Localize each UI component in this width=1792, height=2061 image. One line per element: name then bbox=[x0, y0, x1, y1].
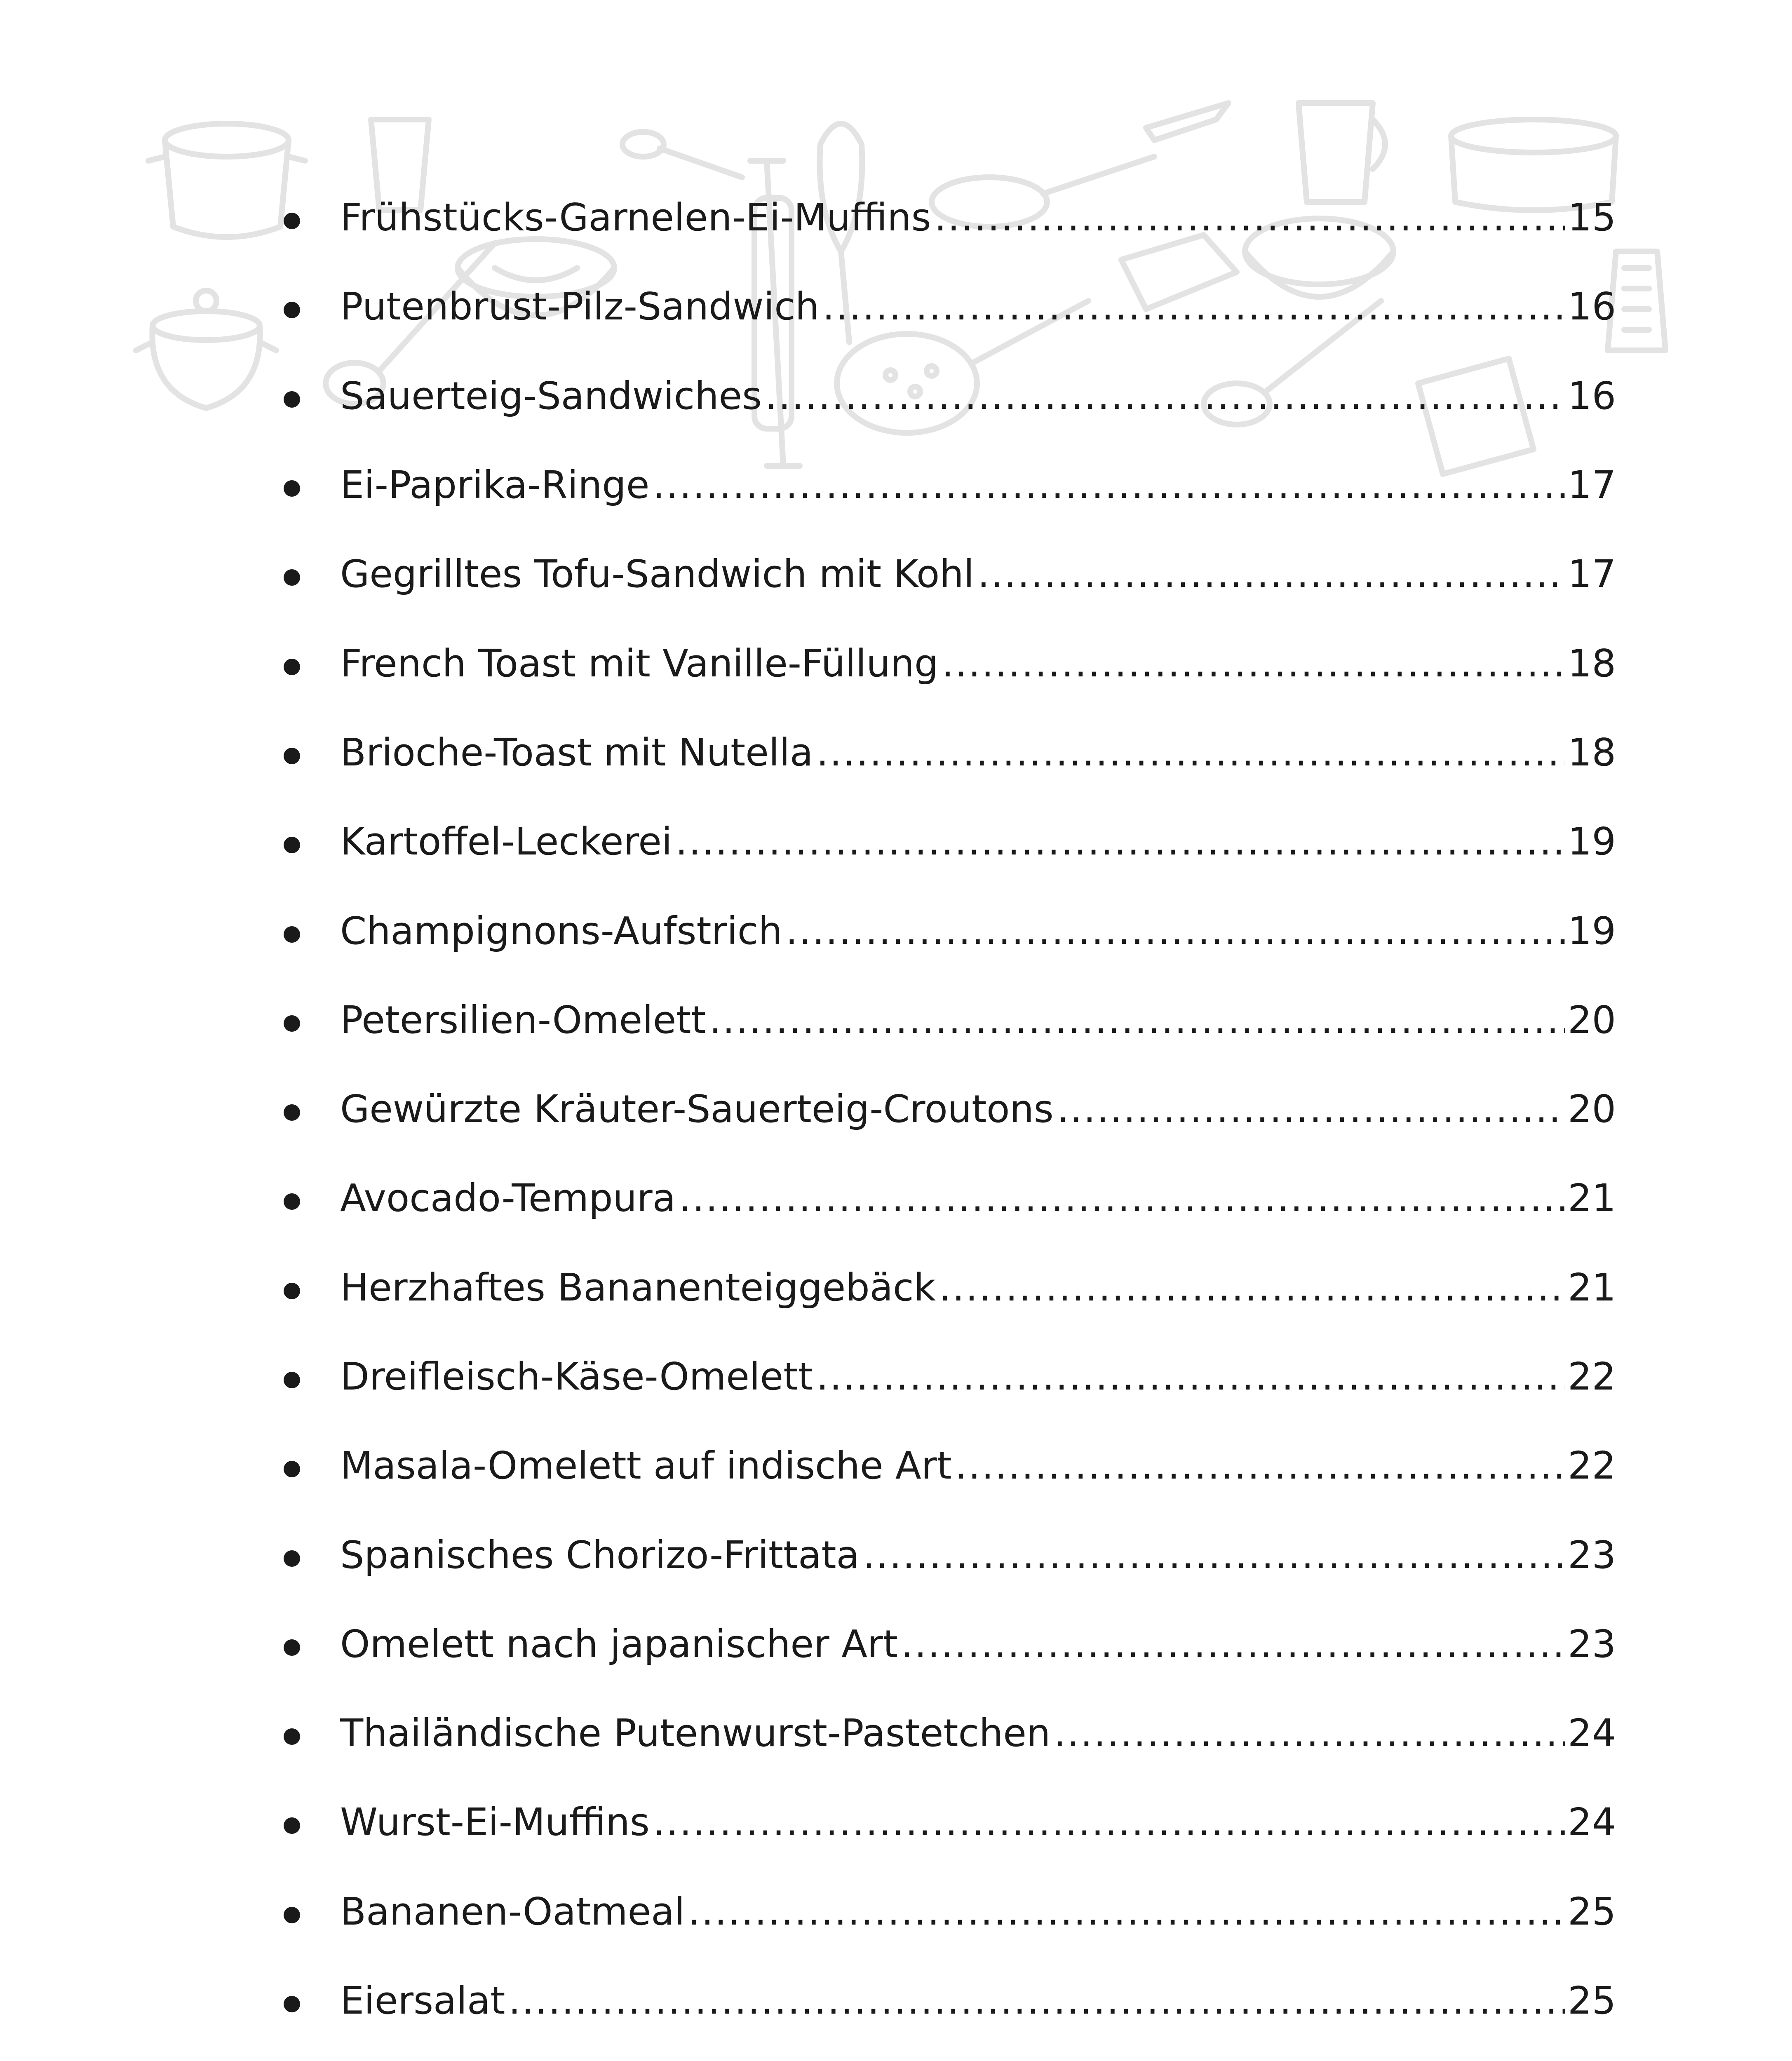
bullet-icon bbox=[284, 1193, 300, 1210]
toc-entry bbox=[264, 619, 1616, 708]
table-of-contents bbox=[264, 173, 1616, 2061]
toc-entry-link[interactable] bbox=[340, 1510, 1616, 1599]
toc-entry-title: Kartoffel-Leckerei bbox=[340, 819, 672, 864]
toc-entry bbox=[264, 1689, 1616, 1778]
bullet-icon bbox=[284, 213, 300, 229]
toc-entry-link[interactable] bbox=[340, 352, 1616, 441]
dot-leader bbox=[939, 1269, 1565, 1307]
toc-entry bbox=[264, 441, 1616, 530]
dot-leader bbox=[977, 555, 1565, 593]
dot-leader bbox=[942, 645, 1565, 683]
toc-entry-link[interactable] bbox=[340, 262, 1616, 351]
dot-leader bbox=[863, 1536, 1565, 1574]
toc-entry bbox=[264, 530, 1616, 619]
bullet-icon bbox=[284, 1639, 300, 1656]
bullet-icon bbox=[284, 1817, 300, 1834]
toc-entry bbox=[264, 2045, 1616, 2061]
toc-entry bbox=[264, 1154, 1616, 1243]
toc-entry bbox=[264, 797, 1616, 886]
toc-entry bbox=[264, 1421, 1616, 1510]
dot-leader bbox=[786, 912, 1565, 950]
bullet-icon bbox=[284, 1283, 300, 1299]
toc-entry-page-number: 25 bbox=[1567, 1979, 1616, 2023]
spoon-icon bbox=[622, 132, 742, 177]
toc-entry-title: Ei-Paprika-Ringe bbox=[340, 463, 650, 507]
dot-leader bbox=[1054, 1714, 1565, 1752]
toc-entry-page-number: 25 bbox=[1567, 1889, 1616, 1934]
toc-entry-title: Champignons-Aufstrich bbox=[340, 908, 782, 953]
toc-entry-page-number: 24 bbox=[1567, 1800, 1616, 1845]
toc-entry-link[interactable] bbox=[340, 1154, 1616, 1243]
toc-entry bbox=[264, 976, 1616, 1065]
dot-leader bbox=[688, 1893, 1565, 1931]
toc-entry-title: Wurst-Ei-Muffins bbox=[340, 1800, 650, 1845]
toc-entry-page-number: 15 bbox=[1567, 195, 1616, 240]
dot-leader bbox=[653, 466, 1565, 504]
toc-entry-link[interactable] bbox=[340, 886, 1616, 975]
toc-entry-link[interactable] bbox=[340, 1243, 1616, 1332]
toc-entry-link[interactable] bbox=[340, 1956, 1616, 2045]
dot-leader bbox=[765, 377, 1565, 415]
toc-entry bbox=[264, 1243, 1616, 1332]
toc-entry-page-number: 18 bbox=[1567, 641, 1616, 685]
dot-leader bbox=[816, 1358, 1565, 1396]
covered-pot-icon bbox=[136, 291, 276, 408]
bullet-icon bbox=[284, 1996, 300, 2012]
toc-entry-page-number: 22 bbox=[1567, 1354, 1616, 1399]
bullet-icon bbox=[284, 1372, 300, 1388]
toc-entry-link[interactable] bbox=[340, 1689, 1616, 1778]
toc-entry-link[interactable] bbox=[340, 797, 1616, 886]
toc-entry bbox=[264, 708, 1616, 797]
toc-entry-link[interactable] bbox=[340, 1065, 1616, 1154]
bullet-icon bbox=[284, 1461, 300, 1477]
toc-entry-page-number: 16 bbox=[1567, 284, 1616, 329]
toc-entry-link[interactable] bbox=[340, 619, 1616, 708]
bullet-icon bbox=[284, 837, 300, 853]
dot-leader bbox=[816, 734, 1565, 772]
bullet-icon bbox=[284, 659, 300, 675]
toc-entry-title: Brioche-Toast mit Nutella bbox=[340, 730, 813, 775]
bullet-icon bbox=[284, 480, 300, 497]
toc-entry-page-number: 19 bbox=[1567, 908, 1616, 953]
toc-entry-title: French Toast mit Vanille-Füllung bbox=[340, 641, 939, 685]
toc-entry bbox=[264, 352, 1616, 441]
toc-entry-title: Putenbrust-Pilz-Sandwich bbox=[340, 284, 820, 329]
toc-entry-link[interactable] bbox=[340, 1600, 1616, 1689]
toc-entry-link[interactable] bbox=[340, 1778, 1616, 1867]
dot-leader bbox=[653, 1803, 1565, 1841]
toc-entry-page-number: 23 bbox=[1567, 1622, 1616, 1666]
toc-entry-page-number: 22 bbox=[1567, 1444, 1616, 1488]
bullet-icon bbox=[284, 1907, 300, 1923]
dot-leader bbox=[822, 288, 1565, 326]
toc-entry bbox=[264, 1867, 1616, 1956]
toc-entry-title: Spanisches Chorizo-Frittata bbox=[340, 1533, 860, 1577]
toc-entry-title: Herzhaftes Bananenteiggebäck bbox=[340, 1265, 936, 1310]
bullet-icon bbox=[284, 391, 300, 408]
toc-entry-title: Bananen-Oatmeal bbox=[340, 1889, 685, 1934]
bullet-icon bbox=[284, 1015, 300, 1032]
toc-entry-page-number: 17 bbox=[1567, 552, 1616, 596]
dot-leader bbox=[935, 199, 1565, 237]
toc-entry-page-number: 18 bbox=[1567, 730, 1616, 775]
toc-entry-title: Avocado-Tempura bbox=[340, 1176, 676, 1221]
toc-entry-page-number: 21 bbox=[1567, 1265, 1616, 1310]
toc-entry bbox=[264, 1065, 1616, 1154]
toc-entry bbox=[264, 886, 1616, 975]
bullet-icon bbox=[284, 926, 300, 943]
dot-leader bbox=[675, 823, 1565, 861]
dot-leader bbox=[508, 1982, 1565, 2020]
bullet-icon bbox=[284, 1728, 300, 1745]
toc-entry-title: Omelett nach japanischer Art bbox=[340, 1622, 898, 1666]
dot-leader bbox=[901, 1625, 1565, 1663]
toc-entry bbox=[264, 173, 1616, 262]
toc-entry-title: Frühstücks-Garnelen-Ei-Muffins bbox=[340, 195, 931, 240]
knife-icon bbox=[1146, 103, 1228, 140]
toc-entry bbox=[264, 1510, 1616, 1599]
toc-entry-title: Masala-Omelett auf indische Art bbox=[340, 1444, 952, 1488]
bullet-icon bbox=[284, 748, 300, 764]
toc-entry-title: Eiersalat bbox=[340, 1979, 505, 2023]
dot-leader bbox=[955, 1447, 1565, 1485]
toc-entry bbox=[264, 1600, 1616, 1689]
toc-entry-link[interactable] bbox=[340, 708, 1616, 797]
toc-entry bbox=[264, 1778, 1616, 1867]
toc-entry-link[interactable] bbox=[340, 173, 1616, 262]
bullet-icon bbox=[284, 569, 300, 586]
toc-entry bbox=[264, 262, 1616, 351]
toc-entry-link[interactable] bbox=[340, 1421, 1616, 1510]
toc-entry-page-number: 20 bbox=[1567, 998, 1616, 1042]
toc-entry bbox=[264, 1956, 1616, 2045]
toc-entry-title: Dreifleisch-Käse-Omelett bbox=[340, 1354, 813, 1399]
toc-entry-title: Gewürzte Kräuter-Sauerteig-Croutons bbox=[340, 1087, 1054, 1131]
toc-entry-page-number: 21 bbox=[1567, 1176, 1616, 1221]
toc-entry-link[interactable] bbox=[340, 2045, 1616, 2061]
grater-icon bbox=[1608, 251, 1665, 350]
toc-entry-page-number: 24 bbox=[1567, 1711, 1616, 1756]
toc-entry-title: Sauerteig-Sandwiches bbox=[340, 373, 762, 418]
bullet-icon bbox=[284, 1104, 300, 1121]
toc-entry-page-number: 19 bbox=[1567, 819, 1616, 864]
toc-entry-link[interactable] bbox=[340, 441, 1616, 530]
bullet-icon bbox=[284, 302, 300, 318]
toc-entry-page-number: 16 bbox=[1567, 373, 1616, 418]
bullet-icon bbox=[284, 1550, 300, 1567]
dot-leader bbox=[679, 1179, 1565, 1217]
toc-entry-link[interactable] bbox=[340, 976, 1616, 1065]
toc-entry-link[interactable] bbox=[340, 1332, 1616, 1421]
dot-leader bbox=[709, 1001, 1565, 1039]
toc-entry-title: Petersilien-Omelett bbox=[340, 998, 706, 1042]
toc-entry-page-number: 20 bbox=[1567, 1087, 1616, 1131]
toc-entry-page-number: 23 bbox=[1567, 1533, 1616, 1577]
toc-entry-link[interactable] bbox=[340, 530, 1616, 619]
toc-entry bbox=[264, 1332, 1616, 1421]
toc-entry-link[interactable] bbox=[340, 1867, 1616, 1956]
toc-entry-page-number: 17 bbox=[1567, 463, 1616, 507]
dot-leader bbox=[1057, 1090, 1565, 1128]
toc-entry-title: Gegrilltes Tofu-Sandwich mit Kohl bbox=[340, 552, 975, 596]
toc-entry-title: Thailändische Putenwurst-Pastetchen bbox=[340, 1711, 1051, 1756]
